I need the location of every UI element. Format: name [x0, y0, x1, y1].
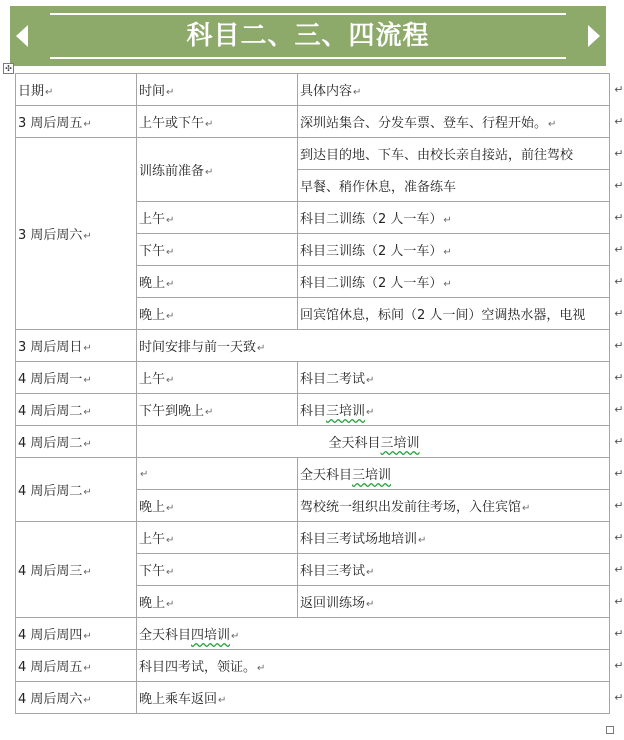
- merged-content-cell: 时间安排与前一天致↵: [137, 330, 610, 362]
- row-end-mark: ↵: [610, 650, 624, 682]
- header-cell-content: 具体内容↵: [298, 74, 610, 106]
- table-move-handle-icon[interactable]: ✣: [3, 63, 14, 74]
- table-row: [16, 330, 624, 362]
- time-cell: 上午或下午↵: [137, 106, 298, 138]
- table-row: [16, 458, 624, 490]
- row-end-mark: ↵: [610, 458, 624, 490]
- content-cell: 返回训练场↵: [298, 586, 610, 618]
- date-cell: 4 周后周一↵: [16, 362, 137, 394]
- row-end-mark: ↵: [610, 522, 624, 554]
- content-cell: 全天科目三培训: [298, 458, 610, 490]
- date-cell: 3 周后周日↵: [16, 330, 137, 362]
- row-end-mark: ↵: [610, 298, 624, 330]
- time-cell: 上午↵: [137, 522, 298, 554]
- row-end-mark: ↵: [610, 586, 624, 618]
- table-row: [16, 138, 624, 170]
- content-cell: 驾校统一组织出发前往考场，入住宾馆↵: [298, 490, 610, 522]
- table-row: [16, 394, 624, 426]
- row-end-mark: ↵: [610, 106, 624, 138]
- date-cell: 4 周后周五↵: [16, 650, 137, 682]
- table-row: [16, 682, 624, 714]
- row-end-mark: ↵: [610, 554, 624, 586]
- time-cell: 晚上↵: [137, 586, 298, 618]
- row-end-mark: ↵: [610, 362, 624, 394]
- header-cell-time: 时间↵: [137, 74, 298, 106]
- page-title: 科目二、三、四流程: [186, 21, 430, 51]
- table-row: [16, 426, 624, 458]
- time-cell: 上午↵: [137, 202, 298, 234]
- content-cell: 科目三考试↵: [298, 554, 610, 586]
- time-cell: ↵: [137, 458, 298, 490]
- time-cell: 晚上↵: [137, 298, 298, 330]
- time-cell: 下午到晚上↵: [137, 394, 298, 426]
- content-cell: 科目三考试场地培训↵: [298, 522, 610, 554]
- row-end-mark: ↵: [610, 202, 624, 234]
- table-row: [16, 522, 624, 554]
- table-row: [16, 650, 624, 682]
- content-cell: 到达目的地、下车、由校长亲自接站，前往驾校: [298, 138, 610, 170]
- content-cell: 科目二训练（2 人一车）↵: [298, 266, 610, 298]
- table-row: [16, 106, 624, 138]
- table-row: [16, 618, 624, 650]
- table-resize-handle-icon[interactable]: [606, 726, 614, 734]
- table-header-row: [16, 74, 624, 106]
- content-cell: 早餐、稍作休息，准备练车: [298, 170, 610, 202]
- time-cell: 晚上↵: [137, 266, 298, 298]
- table-row: [16, 362, 624, 394]
- date-cell: 4 周后周四↵: [16, 618, 137, 650]
- merged-content-cell: 全天科目四培训↵: [137, 618, 610, 650]
- merged-content-cell: 全天科目三培训: [137, 426, 610, 458]
- merged-content-cell: 科目四考试，领证。↵: [137, 650, 610, 682]
- time-cell: 训练前准备↵: [137, 138, 298, 202]
- date-cell: 4 周后周三↵: [16, 522, 137, 618]
- row-end-mark: ↵: [610, 266, 624, 298]
- date-cell: 4 周后周二↵: [16, 458, 137, 522]
- time-cell: 上午↵: [137, 362, 298, 394]
- date-cell: 4 周后周六↵: [16, 682, 137, 714]
- title-banner: [10, 6, 606, 66]
- content-cell: 科目三训练（2 人一车）↵: [298, 234, 610, 266]
- row-end-mark: ↵: [610, 74, 624, 106]
- row-end-mark: ↵: [610, 330, 624, 362]
- row-end-mark: ↵: [610, 426, 624, 458]
- content-cell: 回宾馆休息，标间（2 人一间）空调热水器，电视: [298, 298, 610, 330]
- date-cell: 4 周后周二↵: [16, 394, 137, 426]
- row-end-mark: ↵: [610, 682, 624, 714]
- row-end-mark: ↵: [610, 170, 624, 202]
- merged-content-cell: 晚上乘车返回↵: [137, 682, 610, 714]
- content-cell: 深圳站集合、分发车票、登车、行程开始。↵: [298, 106, 610, 138]
- content-cell: 科目三培训↵: [298, 394, 610, 426]
- row-end-mark: ↵: [610, 394, 624, 426]
- date-cell: 3 周后周六↵: [16, 138, 137, 330]
- row-end-mark: ↵: [610, 138, 624, 170]
- time-cell: 下午↵: [137, 234, 298, 266]
- time-cell: 晚上↵: [137, 490, 298, 522]
- content-cell: 科目二训练（2 人一车）↵: [298, 202, 610, 234]
- header-cell-date: 日期↵: [16, 74, 137, 106]
- date-cell: 4 周后周二↵: [16, 426, 137, 458]
- row-end-mark: ↵: [610, 234, 624, 266]
- schedule-table: [15, 73, 624, 714]
- row-end-mark: ↵: [610, 618, 624, 650]
- date-cell: 3 周后周五↵: [16, 106, 137, 138]
- content-cell: 科目二考试↵: [298, 362, 610, 394]
- row-end-mark: ↵: [610, 490, 624, 522]
- time-cell: 下午↵: [137, 554, 298, 586]
